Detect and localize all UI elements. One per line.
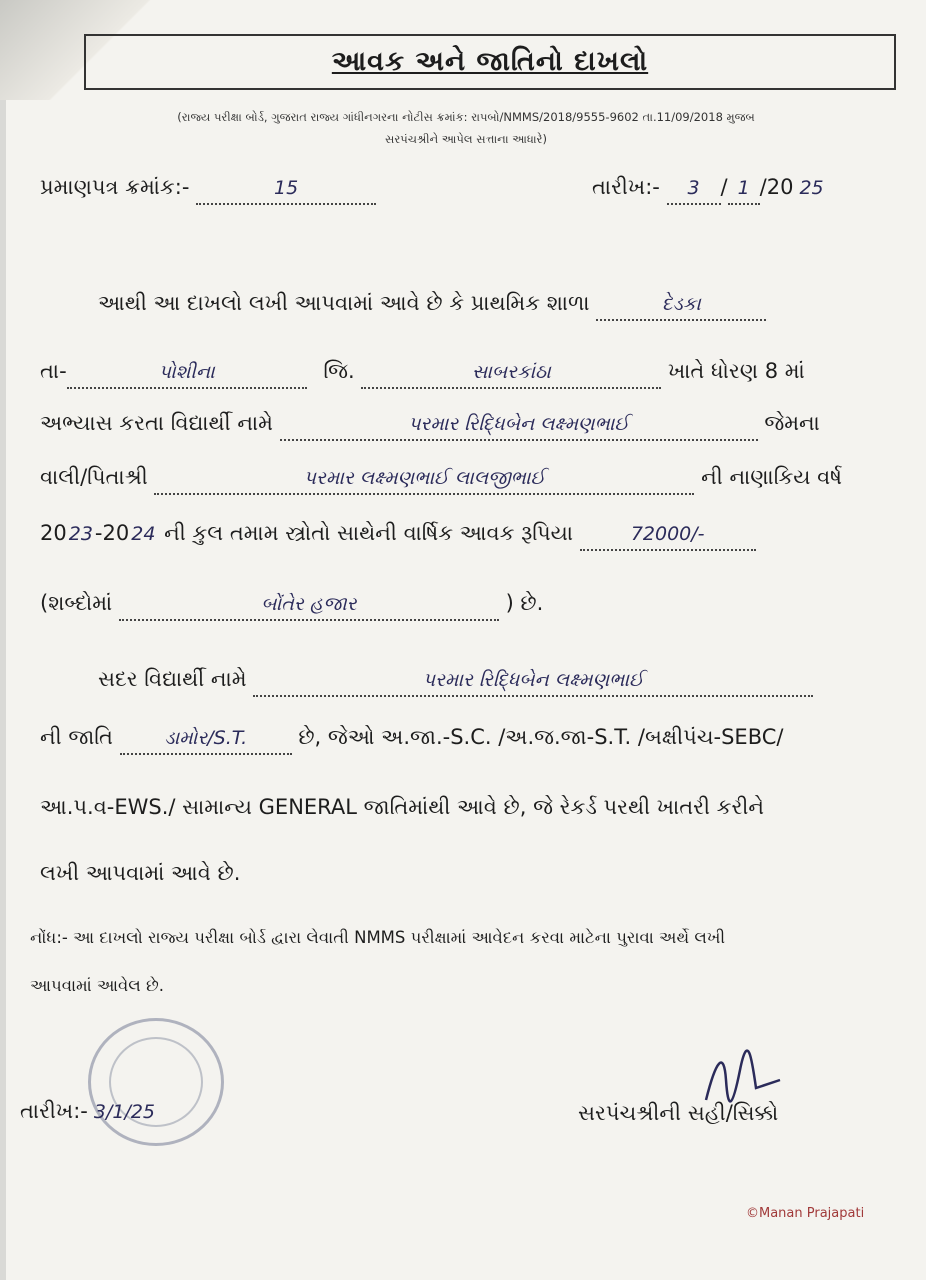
income-value: 72000/- (630, 523, 705, 545)
para1-text-9: ની કુલ તમામ સ્ત્રોતો સાથેની વાર્ષિક આવક રૂપિયા (164, 521, 573, 545)
footer-date-row (20, 1096, 161, 1127)
certificate-date-month: 1 (737, 177, 750, 199)
title-box (84, 34, 896, 90)
para2-line-1 (98, 664, 813, 697)
footer-date-label: તારીખ:- (20, 1099, 88, 1123)
para1-text-1: આથી આ દાખલો લખી આપવામાં આવે છે કે પ્રાથમિક શાળા (98, 291, 590, 315)
para2-line-4: લખી આપવામાં આવે છે. (40, 861, 241, 885)
para2-text-3: છે, જેઓ અ.જા.-S.C. /અ.જ.જા-S.T. /બક્ષીપંચ-SEBC/ (298, 725, 784, 749)
page-title: આવક અને જાતિનો દાખલો (331, 46, 649, 77)
certificate-number-row (40, 172, 376, 205)
para1-line-4 (40, 462, 842, 495)
year-to-value: 24 (131, 523, 156, 545)
para1-text-5: અભ્યાસ કરતા વિદ્યાર્થી નામે (40, 411, 273, 435)
para1-line-5 (40, 518, 756, 551)
year-to-prefix: -20 (94, 521, 130, 545)
para1-text-8: ની નાણાકિય વર્ષ (701, 465, 842, 489)
signature-label: સરપંચશ્રીની સહી/સિક્કો (578, 1101, 779, 1125)
para1-line-3 (40, 408, 820, 441)
year-from-value: 23 (68, 523, 93, 545)
para1-text-10: (શબ્દોમાં (40, 591, 113, 615)
certificate-number-label: પ્રમાણપત્ર ક્રમાંક:- (40, 175, 190, 199)
subtitle-line-1: (રાજ્ય પરીક્ષા બોર્ડ, ગુજરાત રાજ્ય ગાંધીનગરના નોટીસ ક્રમાંક: રાપબો/NMMS/2018/9555-9602 તા.11/09/2018 મુજબ (177, 110, 755, 124)
para1-text-3: જિ. (323, 359, 355, 383)
note-line-2: આપવામાં આવેલ છે. (30, 976, 164, 995)
para1-line-1 (98, 288, 766, 321)
certificate-date-label: તારીખ:- (592, 175, 660, 199)
certificate-date-day: 3 (687, 177, 700, 199)
district-value: સાબરકાંઠા (471, 361, 551, 383)
para2-text-2: ની જાતિ (40, 725, 113, 749)
para1-text-2: તા- (40, 359, 67, 383)
para1-text-4: ખાતે ધોરણ 8 માં (668, 359, 805, 383)
para1-text-11: ) છે. (505, 591, 544, 615)
certificate-date-year-prefix: 20 (766, 175, 794, 199)
income-words-value: બોંતેર હજાર (261, 593, 357, 615)
subtitle (66, 106, 866, 150)
note-line-1: નોંધ:- આ દાખલો રાજ્ય પરીક્ષા બોર્ડ દ્વારા લેવાતી NMMS પરીક્ષામાં આવેદન કરવા માટેના પુરાવા અર્થે લખી (30, 928, 726, 947)
year-from-prefix: 20 (40, 521, 67, 545)
certificate-number-field (196, 172, 376, 205)
para2-student-name-value: પરમાર રિદ્ધિબેન લક્ષ્મણભાઈ (422, 669, 644, 691)
para1-line-6 (40, 588, 543, 621)
footer-date-value: 3/1/25 (93, 1101, 156, 1123)
para1-line-2 (40, 356, 805, 389)
certificate-sheet (6, 0, 926, 1280)
taluka-value: પોશીના (158, 361, 215, 383)
subtitle-line-2: સરપંચશ્રીને આપેલ સત્તાના આધારે) (385, 132, 547, 146)
para1-text-7: વાલી/પિતાશ્રી (40, 465, 148, 489)
watermark: ©Manan Prajapati (746, 1206, 865, 1221)
student-name-value: પરમાર રિદ્ધિબેન લક્ષ્મણભાઈ (408, 413, 630, 435)
para2-line-2 (40, 722, 783, 755)
para1-text-6: જેમના (764, 411, 820, 435)
parent-name-value: પરમાર લક્ષ્મણભાઈ લાલજીભાઈ (303, 467, 546, 489)
certificate-date-row: તારીખ:- 3 / 1 /20 25 (592, 172, 830, 205)
certificate-date-year-suffix: 25 (799, 177, 824, 199)
para2-text-1: સદર વિદ્યાર્થી નામે (98, 667, 247, 691)
certificate-number-value: 15 (274, 177, 299, 199)
caste-value: ડામોર/S.T. (164, 727, 248, 749)
para2-line-3: આ.પ.વ-EWS./ સામાન્ય GENERAL જાતિમાંથી આવે છે, જે રેકર્ડ પરથી ખાતરી કરીને (40, 795, 765, 819)
school-value: દેડકા (661, 293, 701, 315)
